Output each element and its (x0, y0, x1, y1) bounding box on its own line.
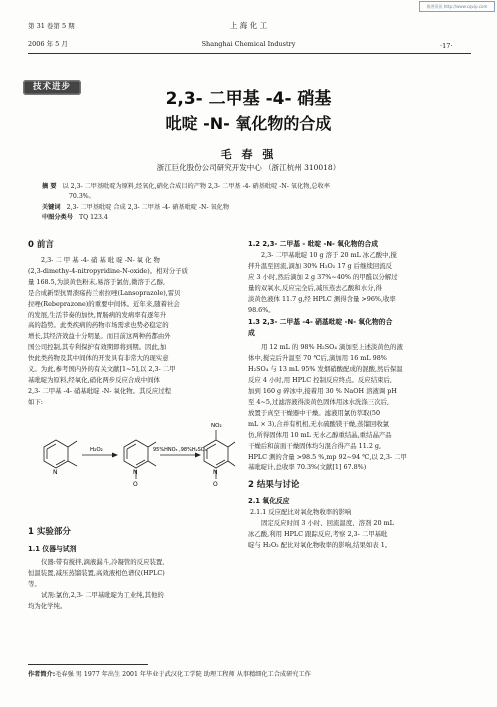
nitration-line: 基吡啶计,总收率 70.3%(文献[1] 67.8%) (248, 463, 367, 472)
intro-line: 基吡啶为原料,经氧化,硝化两步反应合成中间体 (28, 375, 160, 384)
structure-nitro-n-oxide (204, 430, 235, 479)
left-column (28, 239, 234, 408)
oxidation-line: 量的双氧水,反应完全后,减压蒸去乙酸和水分,得 (248, 283, 382, 292)
section-2-1-1-heading: 2.1.1 反应配比对氧化物收率的影响 (250, 508, 352, 517)
reagents-line: 均为化学纯。 (28, 601, 67, 610)
reagents-line: 试剂:氯仿,2,3- 二甲基吡啶为工业纯,其他的 (41, 590, 164, 599)
structure-o-label: O (133, 481, 138, 488)
structure-dimethylpyridine (44, 440, 77, 468)
arrow-nitration-head (195, 453, 201, 458)
left-column-lower (28, 526, 234, 612)
instruments-line: 等。 (28, 579, 41, 588)
instruments-line: 恒温装置,减压蒸馏装置,高效液相色谱仪(HPLC) (28, 568, 165, 577)
oxidation-line: 淡黄色液体 11.7 g,经 HPLC 测得含量 >96%,收率 (248, 294, 396, 303)
classification-label: 中图分类号 (42, 214, 73, 221)
reagent-nitration: 95%HNO₃ ,98%H₂SO₄ (153, 447, 207, 453)
intro-line: 量 168.5,为淡黄色粉末,易溶于氯仿,微溶于乙醇, (28, 277, 166, 286)
reagent-h2o2: H₂O₂ (90, 447, 103, 453)
oxidation-line: 2,3- 二甲基吡啶 10 g 溶于 20 mL 冰乙酸中,搅 (261, 251, 397, 259)
author-bio-text: 毛春强 男 1977 年出生 2001 年毕业于武汉化工学院 助理工程师 从事精细化工合成研究工作 (55, 671, 311, 678)
ratio-line: 啶与 H₂O₂ 配比对氧化物收率的影响,结果如表 1。 (248, 541, 392, 550)
nitro-group-label: NO₂ (211, 423, 222, 429)
oxidation-line: 拌升温至回流,滴加 30% H₂O₂ 17 g 后继续回流反 (248, 261, 393, 270)
header-journal-cn: 上 海 化 工 (229, 21, 268, 30)
nitration-line: 加到 160 g 碎冰中,接着用 30 % NaOH 溶液调 pH (248, 387, 397, 396)
intro-line: 高的趋势。此类疾病的药物市场需求也势必稳定的 (28, 321, 169, 330)
reaction-scheme (28, 413, 238, 491)
nitration-line: H₂SO₄ 与 13 mL 95% 发烟硝酸配成的混酸,然后保温 (248, 365, 403, 374)
intro-line: 的发展,生活节奏的加快,胃肠病的发病率有逐年升 (28, 310, 167, 319)
author-bio (28, 669, 311, 678)
intro-line: 是合成新型抗胃溃疡药兰索拉唑(Lansoprazole),雷贝 (28, 288, 181, 297)
article-title-line1: 2,3- 二甲基 -4- 硝基 (165, 89, 332, 109)
footer-rule (28, 664, 148, 665)
intro-line: 拉唑(Rebeprazone)的重要中间体。近年来,随着社会 (28, 299, 180, 308)
affiliation: 浙江巨化股份公司研究开发中心 （浙江杭州 310018） (156, 163, 341, 172)
intro-paragraph (28, 255, 234, 408)
section-2-1-heading: 2.1 氧化反应 (248, 497, 290, 506)
keywords: 2,3- 二甲基吡啶 合成 2,3- 二甲基 -4- 硝基吡啶 -N- 氧化物 (66, 204, 230, 211)
header-page-number: ·17· (440, 42, 453, 50)
ratio-line: 冰乙酸,利用 HPLC 跟踪反应,考察 2,3- 二甲基吡 (248, 530, 388, 539)
section-badge: 技术进步 (23, 80, 81, 95)
structure-n-label: N (213, 469, 218, 476)
oxidation-line: 应 3 小时,然后滴加 2 g 37%~40% 的甲醛以分解过 (248, 272, 398, 281)
intro-line: 2,3- 二 甲 基 -4- 硝 基 吡 啶 -N- 氧 化 物 (41, 256, 160, 264)
structure-n-label: N (53, 469, 58, 476)
nitration-line: 放置于真空干燥器中干燥。滤液用氯仿萃取(50 (248, 408, 381, 417)
nitration-line: 至 4~5,过滤溶液得淡黄色固体用冰水洗涤三次后, (248, 397, 390, 406)
header-rule (28, 53, 471, 54)
header-volume: 第 31 卷第 5 期 (28, 22, 75, 30)
section-1-3-heading-cont: 成 (248, 329, 255, 338)
arrow-oxidation-head (112, 453, 118, 458)
nitration-line: mL × 3),合并有机相,无水硫酸镁干燥,蒸馏回收氯 (248, 419, 390, 428)
intro-line: 如下: (28, 397, 43, 406)
intro-line: 2,3- 二甲基 -4- 硝基吡啶 -N- 氧化物。其反应过程 (28, 386, 172, 395)
author-bio-label: 作者简介: (28, 671, 56, 678)
nitration-line: 反应 4 小时,用 HPLC 控制反应终点。反应结束后, (248, 376, 392, 385)
nitration-line: 仿,所得固体用 10 mL 无水乙醇重结晶,重结晶产品 (248, 430, 392, 439)
section-1-heading: 1 实验部分 (28, 527, 71, 537)
header-journal-en: Shanghai Chemical Industry (201, 40, 296, 48)
intro-line: 增长,其经济效益十分明显。而目前这两种药都由外 (28, 332, 171, 341)
intro-line: 义。为此,参考国内外的有关文献[1~5],以 2,3- 二甲 (28, 365, 176, 374)
section-1-3-heading: 1.3 2,3- 二甲基 -4- 硝基吡啶 -N- 氧化物的合 (248, 318, 393, 327)
ratio-line: 固定反应时间 3 小时、回流温度、溶剂 20 mL (261, 519, 394, 528)
abstract-label: 摘 要 (42, 183, 57, 190)
structure-o-label: O (213, 481, 218, 488)
keywords-label: 关键词 (42, 204, 61, 211)
structure-n-label: N (133, 469, 138, 476)
instruments-line: 仪器:带有搅拌,滴液漏斗,冷凝管的反应装置, (41, 558, 165, 566)
intro-line: (2,3-dimethy-4-nitropyridine-N-oxide)。相对分子质 (28, 266, 189, 275)
intro-line: 国公司控制,其专利保护有效期即将到期。因此,加 (28, 343, 167, 352)
author-name: 毛 春 强 (220, 148, 277, 161)
section-1-2-heading: 1.2 2,3- 二甲基 - 吡啶 -N- 氧化物的合成 (248, 240, 379, 248)
oxidation-line: 98.6%。 (248, 305, 275, 314)
section-1-1-heading: 1.1 仪器与试剂 (28, 545, 77, 553)
abstract-text-cont: 70.3%。 (69, 193, 95, 200)
nitration-line: 干燥后和前面干燥固体均匀混合得产品 11.2 g, (248, 441, 382, 450)
nitration-line: 用 12 mL 的 98% H₂SO₄ 滴加至上述淡黄色的液 (261, 343, 403, 352)
abstract (42, 182, 470, 223)
nitration-line: HPLC 测的含量 >98.5 %,mp 92~94 ℃,以 2,3- 二甲 (248, 452, 407, 461)
watermark-stamp: 维普资讯 http://www.cqvip.com (419, 1, 495, 12)
classification-number: TQ 123.4 (78, 214, 108, 221)
header-date: 2006 年 5 月 (28, 40, 68, 48)
abstract-text: 以 2,3- 二甲基吡啶为原料,经氧化,硝化合成目的产物 2,3- 二甲基 -4- 硝基吡啶 -N- 氧化物,总收率 (62, 183, 330, 190)
right-column (248, 239, 468, 551)
section-0-heading: 0 前言 (28, 240, 54, 250)
section-2-heading: 2 结果与讨论 (248, 480, 300, 491)
intro-line: 快此类药物及其中间体的开发具有非常大的现实意 (28, 354, 169, 363)
nitration-line: 体中,搅完后升温至 70 ℃后,滴加用 16 mL 98% (248, 354, 387, 363)
structure-n-oxide (124, 440, 156, 479)
article-title-line2: 吡啶 -N- 氧化物的合成 (165, 114, 332, 133)
